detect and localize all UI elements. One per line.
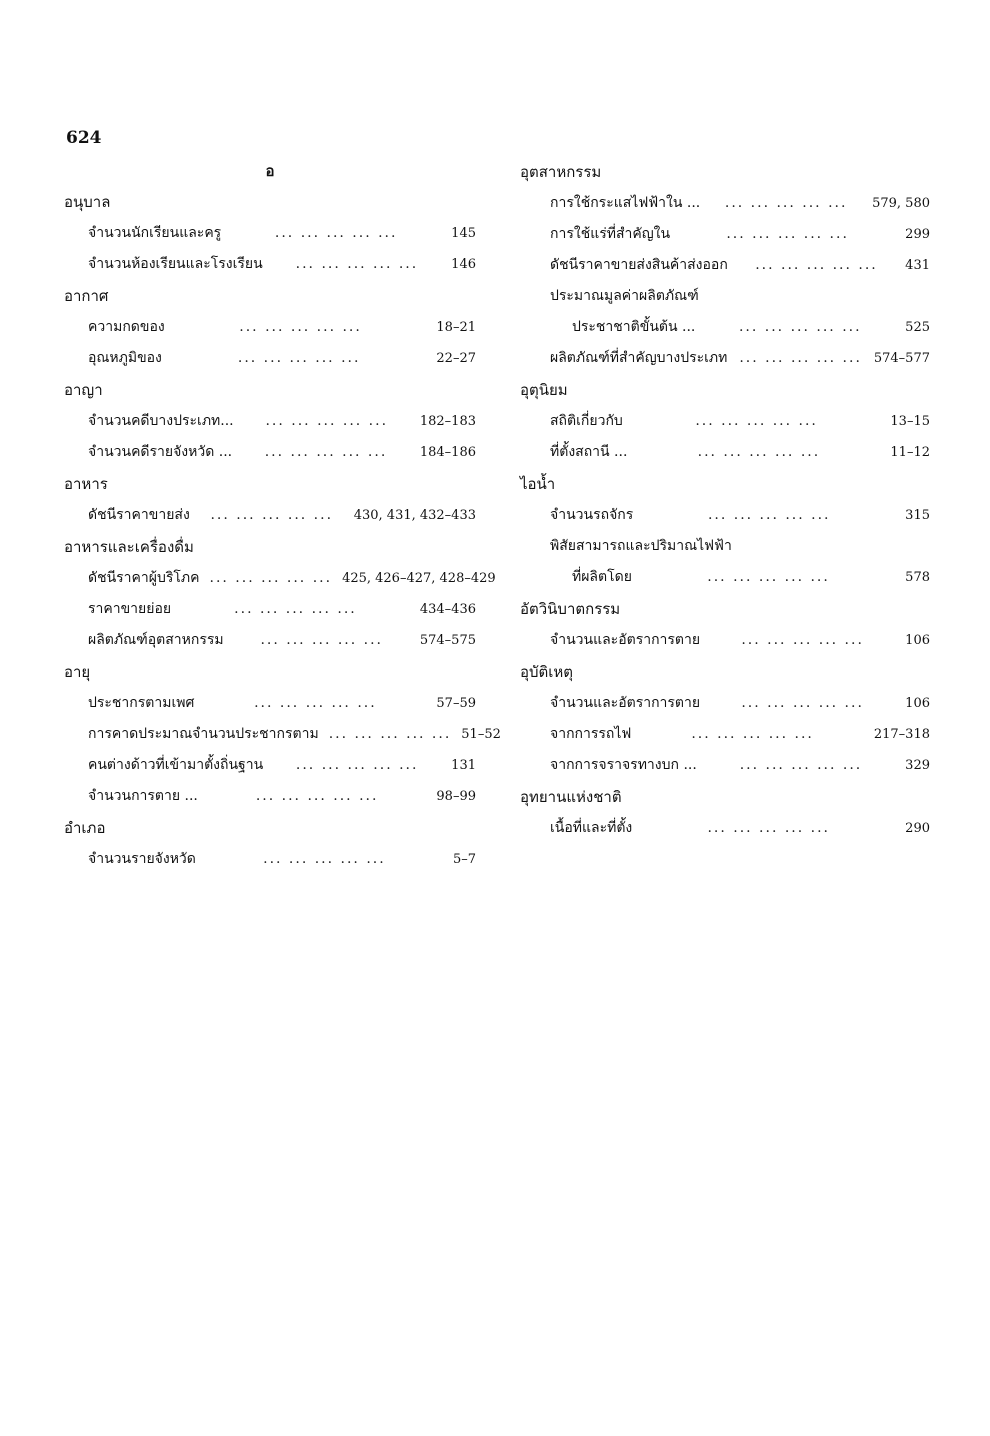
leader-dots: ... ... ... ... ... [210,507,334,523]
index-group [520,593,930,656]
leader-dots: ... ... ... ... ... [726,226,849,242]
index-entry-pages: 182–183 [419,414,476,429]
index-group [520,781,930,844]
leader-dots: ... ... ... ... ... [274,225,398,241]
index-group [520,656,930,781]
leader-dots: ... ... ... ... ... [328,726,452,742]
index-heading: อายุ [64,663,91,681]
index-entry-label: การใช้กระแสไฟฟ้าใน ... [550,195,701,211]
index-entry-label: จำนวนห้องเรียนและโรงเรียน [88,256,263,272]
index-entry-pages: 217–318 [873,727,930,742]
index-entry-pages: 51–52 [461,727,501,742]
index-heading: อาญา [64,381,103,399]
index-heading: อากาศ [64,287,109,305]
index-entry [64,218,476,249]
leader-dots: ... ... ... ... ... [234,601,357,617]
index-entry [64,343,476,374]
index-heading: อำเภอ [64,819,106,837]
section-letter: อ [265,162,275,180]
index-entry [520,562,930,593]
index-entry-label: จำนวนรถจักร [550,507,634,523]
index-entry-label: ผลิตภัณฑ์อุตสาหกรรม [88,632,224,648]
index-entry [64,688,476,719]
index-heading: อัตวินิบาตกรรม [520,600,621,618]
index-entry-label: ดัชนีราคาผู้บริโภค [88,570,200,586]
index-heading: อุตสาหกรรม [520,163,602,181]
leader-dots: ... ... ... ... ... [254,695,377,711]
index-group [64,280,476,374]
index-entry-label: เนื้อที่และที่ตั้ง [550,820,633,836]
index-entry [520,281,930,312]
index-entry-pages: 329 [905,758,930,773]
index-entry [520,813,930,844]
index-entry-label: จำนวนนักเรียนและครู [88,225,222,241]
index-entry-pages: 574–577 [873,351,930,366]
index-entry-label: การคาดประมาณจำนวนประชากรตาม [88,726,319,742]
leader-dots: ... ... ... ... ... [265,413,389,429]
index-entry [520,406,930,437]
index-entry-pages: 299 [905,227,930,242]
index-entry-pages: 18–21 [436,320,476,335]
index-entry-pages: 145 [451,226,476,241]
index-entry [520,500,930,531]
index-group [64,812,476,875]
leader-dots: ... ... ... ... ... [295,256,419,272]
index-entry-pages: 146 [451,257,476,272]
index-group [64,374,476,468]
index-entry-pages: 315 [905,508,930,523]
index-entry [520,219,930,250]
index-entry [64,844,476,875]
leader-dots: ... ... ... ... ... [739,350,862,366]
leader-dots: ... ... ... ... ... [739,757,863,773]
index-entry-label: จำนวนและอัตราการตาย [550,632,701,648]
index-heading: อุทยานแห่งชาติ [520,788,622,806]
index-column-right [520,156,930,844]
leader-dots: ... ... ... ... ... [264,444,388,460]
index-heading: ไอน้ำ [520,475,556,493]
index-entry-pages: 184–186 [419,445,476,460]
index-entry-label: จำนวนและอัตราการตาย [550,695,701,711]
leader-dots: ... ... ... ... ... [707,820,830,836]
leader-dots: ... ... ... ... ... [724,195,848,211]
index-entry [64,437,476,468]
index-entry [64,594,476,625]
index-entry [64,625,476,656]
index-entry-label: จำนวนคดีรายจังหวัด ... [88,444,233,460]
index-entry-label: ผลิตภัณฑ์ที่สำคัญบางประเภท [550,350,728,366]
index-entry [520,625,930,656]
index-heading: อุบัติเหตุ [520,663,574,681]
index-entry-pages: 525 [905,320,930,335]
leader-dots: ... ... ... ... ... [707,569,830,585]
index-entry-pages: 13–15 [890,414,930,429]
index-entry-pages: 290 [905,821,930,836]
index-group [520,374,930,468]
leader-dots: ... ... ... ... ... [239,319,362,335]
index-entry [520,531,930,562]
index-heading: อุตุนิยม [520,381,568,399]
index-entry-label: อุณหภูมิของ [88,350,162,366]
leader-dots: ... ... ... ... ... [237,350,361,366]
leader-dots: ... ... ... ... ... [738,319,862,335]
index-entry-pages: 11–12 [890,445,930,460]
index-entry-label: จำนวนรายจังหวัด [88,851,196,867]
index-heading: อาหาร [64,475,108,493]
index-group [64,656,501,812]
index-entry-pages: 131 [451,758,476,773]
index-entry-pages: 578 [905,570,930,585]
index-entry [64,750,476,781]
index-heading: อนุบาล [64,193,111,211]
leader-dots: ... ... ... ... ... [260,632,383,648]
index-entry-label: จำนวนการตาย ... [88,788,198,804]
index-entry-pages: 579, 580 [872,196,930,211]
leader-dots: ... ... ... ... ... [295,757,419,773]
index-entry-label: ที่ผลิตโดย [572,569,632,585]
left-index-groups [64,186,501,875]
index-entry-pages: 574–575 [419,633,476,648]
index-entry-label: ราคาขายย่อย [88,601,172,617]
index-group [64,531,496,656]
index-group [520,156,930,374]
leader-dots: ... ... ... ... ... [695,413,818,429]
index-entry-pages: 5–7 [452,852,476,867]
index-entry-pages: 22–27 [436,351,476,366]
index-entry [520,437,930,468]
index-entry-pages: 106 [905,633,930,648]
index-entry-label: ประมาณมูลค่าผลิตภัณฑ์ [550,288,699,304]
index-entry [64,500,476,531]
index-entry-label: คนต่างด้าวที่เข้ามาตั้งถิ่นฐาน [88,757,264,773]
index-entry [64,781,476,812]
index-entry [520,343,930,374]
index-entry-pages: 57–59 [436,696,476,711]
right-index-groups [520,156,930,844]
index-entry-pages: 431 [905,258,930,273]
index-entry [520,750,930,781]
leader-dots: ... ... ... ... ... [741,695,864,711]
index-entry [520,250,930,281]
index-group [64,468,476,531]
index-column-left [64,160,501,875]
page-number: 624 [66,128,102,148]
index-entry [64,563,496,594]
leader-dots: ... ... ... ... ... [209,570,333,586]
index-entry-label: ประชาชาติขั้นต้น ... [572,319,696,335]
leader-dots: ... ... ... ... ... [263,851,386,867]
index-entry-pages: 434–436 [419,602,476,617]
index-entry-label: ดัชนีราคาขายส่ง [88,507,190,523]
index-entry [64,406,476,437]
index-entry-label: สถิติเกี่ยวกับ [550,413,623,429]
index-entry-label: ความกดของ [88,319,165,335]
index-entry-label: พิสัยสามารถและปริมาณไฟฟ้า [550,538,732,554]
leader-dots: ... ... ... ... ... [255,788,379,804]
index-entry-label: ดัชนีราคาขายส่งสินค้าส่งออก [550,257,728,273]
index-entry [520,188,930,219]
leader-dots: ... ... ... ... ... [755,257,878,273]
index-group [64,186,476,280]
index-entry [520,312,930,343]
leader-dots: ... ... ... ... ... [691,726,814,742]
leader-dots: ... ... ... ... ... [741,632,864,648]
index-entry-label: จากการจราจรทางบก ... [550,757,697,773]
index-entry-label: ประชากรตามเพศ [88,695,195,711]
leader-dots: ... ... ... ... ... [697,444,821,460]
leader-dots: ... ... ... ... ... [707,507,831,523]
index-entry [64,249,476,280]
index-entry-pages: 106 [905,696,930,711]
index-entry-label: จากการรถไฟ [550,726,632,742]
index-entry-label: ที่ตั้งสถานี ... [550,444,628,460]
index-heading: อาหารและเครื่องดื่ม [64,538,194,556]
index-entry-label: จำนวนคดีบางประเภท... [88,413,234,429]
index-entry-pages: 430, 431, 432–433 [353,508,476,523]
index-entry [520,719,930,750]
index-entry-pages: 98–99 [436,789,476,804]
index-group [520,468,930,593]
index-entry [64,719,501,750]
index-entry-pages: 425, 426–427, 428–429 [342,571,496,586]
index-entry-label: การใช้แร่ที่สำคัญใน [550,226,671,242]
index-entry [64,312,476,343]
index-entry [520,688,930,719]
